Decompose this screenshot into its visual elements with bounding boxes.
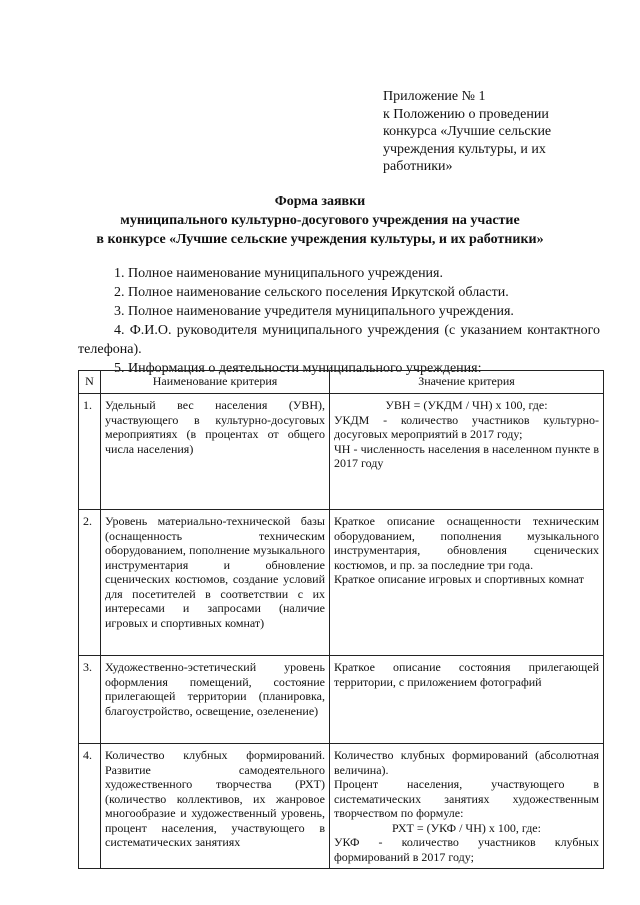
form-title-line: в конкурсе «Лучшие сельские учреждения культуры, и их работники» [96,232,544,247]
appendix-note [383,88,583,176]
value-line: Краткое описание состояния прилегающей территории, с приложением фотографий [334,660,599,689]
row-value [330,510,604,656]
list-item: 2. Полное наименование сельского поселения Иркутской области. [114,285,509,300]
header-number: N [79,371,101,394]
list-item: 5. Информация о деятельности муниципального учреждения: [114,361,482,376]
appendix-line: работники» [383,159,453,174]
row-number: 2. [79,510,101,656]
header-criterion: Наименование критерия [101,371,330,394]
value-line: Процент населения, участвующего в систематических занятиях художественным творчеством по формуле: [334,777,599,820]
formula: УВН = (УКДМ / ЧН) х 100, где: [385,398,548,412]
row-number: 1. [79,394,101,510]
row-criterion: Удельный вес населения (УВН), участвующего в культурно-досуговых мероприятиях (в процентах от общего числа населения) [101,394,330,510]
table-row [79,744,604,869]
table-row [79,394,604,510]
row-value [330,656,604,744]
info-list [78,264,600,378]
formula: РХТ = (УКФ / ЧН) х 100, где: [392,820,541,835]
table-row [79,656,604,744]
row-number: 4. [79,744,101,869]
row-value [330,744,604,869]
table-row [79,510,604,656]
list-item: 3. Полное наименование учредителя муниципального учреждения. [114,304,514,319]
value-line: УКДМ - количество участников культурно-досуговых мероприятий в 2017 году; [334,412,599,441]
header-value: Значение критерия [330,371,604,394]
row-criterion: Уровень материально-технической базы (оснащенность техническим оборудованием, пополнение музыкального инструментария и обновление сценических костюмов, создание условий для посетителей в соответствии с их интересами и запросами (наличие игровых и спортивных комнат) [101,510,330,656]
form-title [60,192,580,249]
value-line: Краткое описание игровых и спортивных комнат [334,572,584,586]
row-criterion: Количество клубных формирований. Развитие самодеятельного художественного творчества (РХТ) (количество коллективов, их жанровое многообразие и художественный уровень, процент населения, участвующего в систематических занятиях [101,744,330,869]
value-line: УКФ - количество участников клубных формирований в 2017 году; [334,835,599,864]
value-line: Количество клубных формирований (абсолютная величина). [334,748,599,777]
row-number: 3. [79,656,101,744]
value-line: ЧН - численность населения в населенном пункте в 2017 году [334,441,599,470]
form-title-line: муниципального культурно-досугового учреждения на участие [120,213,520,228]
criteria-table [78,370,604,869]
row-criterion: Художественно-эстетический уровень оформления помещений, состояние прилегающей территории (планировка, благоустройство, освещение, озеленение) [101,656,330,744]
row-value [330,394,604,510]
list-item: 4. Ф.И.О. руководителя муниципального учреждения (с указанием контактного телефона). [78,323,600,357]
appendix-line: Приложение № 1 [383,89,486,104]
appendix-line: конкурса «Лучшие сельские [383,124,552,139]
list-item: 1. Полное наименование муниципального учреждения. [114,266,443,281]
appendix-line: учреждения культуры, и их [383,141,546,157]
appendix-line: к Положению о проведении [383,106,549,122]
table-header-row [79,371,604,394]
value-line: Краткое описание оснащенности техническим оборудованием, пополнения музыкального инструментария, обновления сценических костюмов, и пр. за последние три года. [334,514,599,572]
form-title-line: Форма заявки [274,194,366,209]
